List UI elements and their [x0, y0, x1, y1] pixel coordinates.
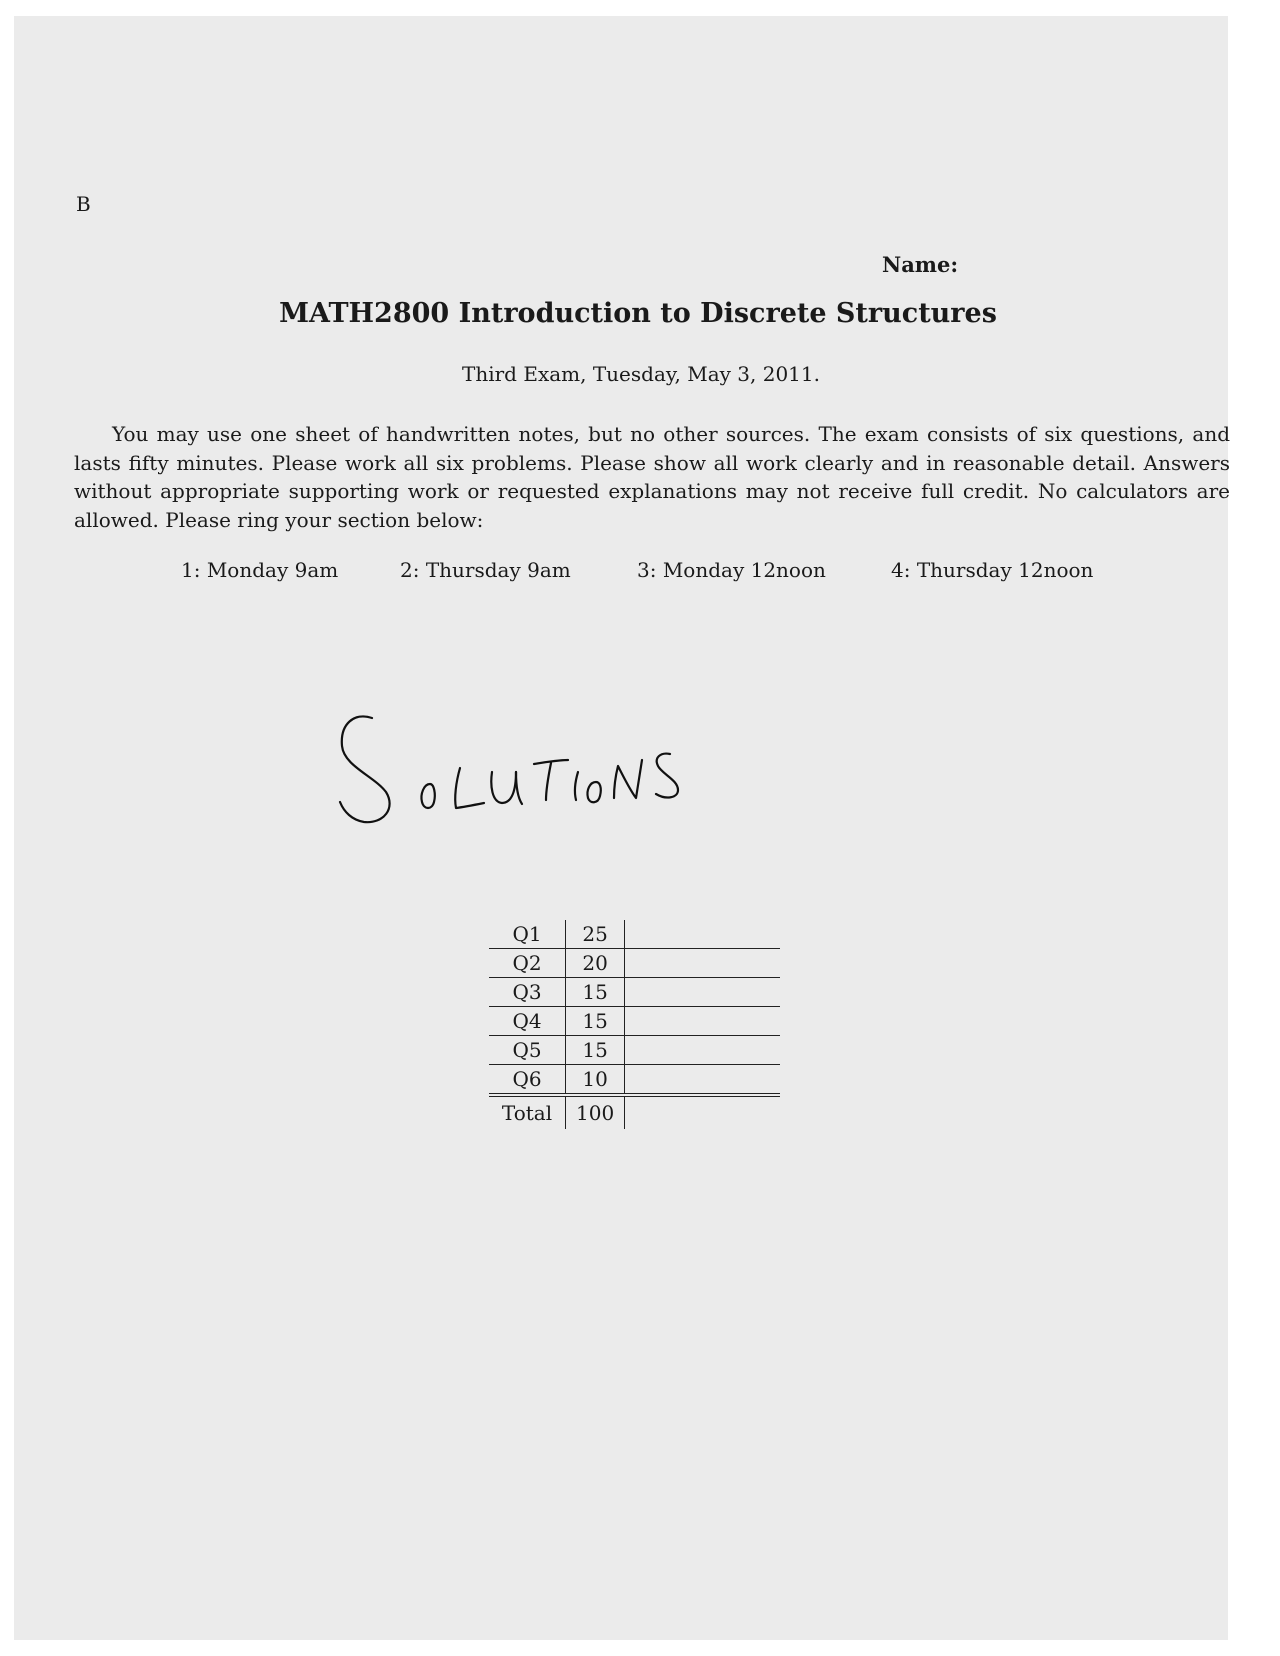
score-entry-cell[interactable]	[625, 920, 781, 949]
table-row	[489, 1007, 780, 1036]
total-label: Total	[489, 1095, 566, 1129]
question-label: Q4	[489, 1007, 566, 1036]
question-label: Q6	[489, 1065, 566, 1096]
total-row	[489, 1095, 780, 1129]
exam-instructions: You may use one sheet of handwritten notes, but no other sources. The exam consists of six questions, and lasts fifty minutes. Please work all six problems. Please show all work clearly and in reasonable detail. Answers without appropriate supporting work or requested explanations may not receive full credit. No calculators are allowed. Please ring your section below:	[74, 422, 1230, 532]
table-row	[489, 978, 780, 1007]
table-row	[489, 920, 780, 949]
section-option-1[interactable]: 1: Monday 9am	[181, 558, 339, 582]
exam-subtitle: Third Exam, Tuesday, May 3, 2011.	[462, 362, 820, 386]
question-label: Q1	[489, 920, 566, 949]
score-entry-cell[interactable]	[625, 1065, 781, 1096]
exam-title: MATH2800 Introduction to Discrete Structures	[279, 298, 997, 329]
section-option-3[interactable]: 3: Monday 12noon	[637, 558, 826, 582]
exam-version-letter: B	[76, 192, 91, 216]
table-row	[489, 949, 780, 978]
question-points: 15	[566, 1036, 625, 1065]
score-entry-cell[interactable]	[625, 949, 781, 978]
table-row	[489, 1065, 780, 1096]
question-points: 15	[566, 978, 625, 1007]
question-points: 25	[566, 920, 625, 949]
section-options	[14, 558, 1228, 588]
score-entry-cell[interactable]	[625, 978, 781, 1007]
score-entry-cell[interactable]	[625, 1036, 781, 1065]
question-points: 20	[566, 949, 625, 978]
question-points: 15	[566, 1007, 625, 1036]
question-points: 10	[566, 1065, 625, 1096]
section-option-2[interactable]: 2: Thursday 9am	[400, 558, 571, 582]
question-label: Q5	[489, 1036, 566, 1065]
handwritten-solutions	[334, 706, 714, 836]
table-row	[489, 1036, 780, 1065]
total-score-entry-cell[interactable]	[625, 1095, 781, 1129]
total-points: 100	[566, 1095, 625, 1129]
section-option-4[interactable]: 4: Thursday 12noon	[891, 558, 1094, 582]
score-table	[489, 920, 780, 1129]
name-field-label: Name:	[882, 252, 959, 277]
question-label: Q2	[489, 949, 566, 978]
question-label: Q3	[489, 978, 566, 1007]
score-entry-cell[interactable]	[625, 1007, 781, 1036]
scanned-page	[14, 16, 1228, 1640]
